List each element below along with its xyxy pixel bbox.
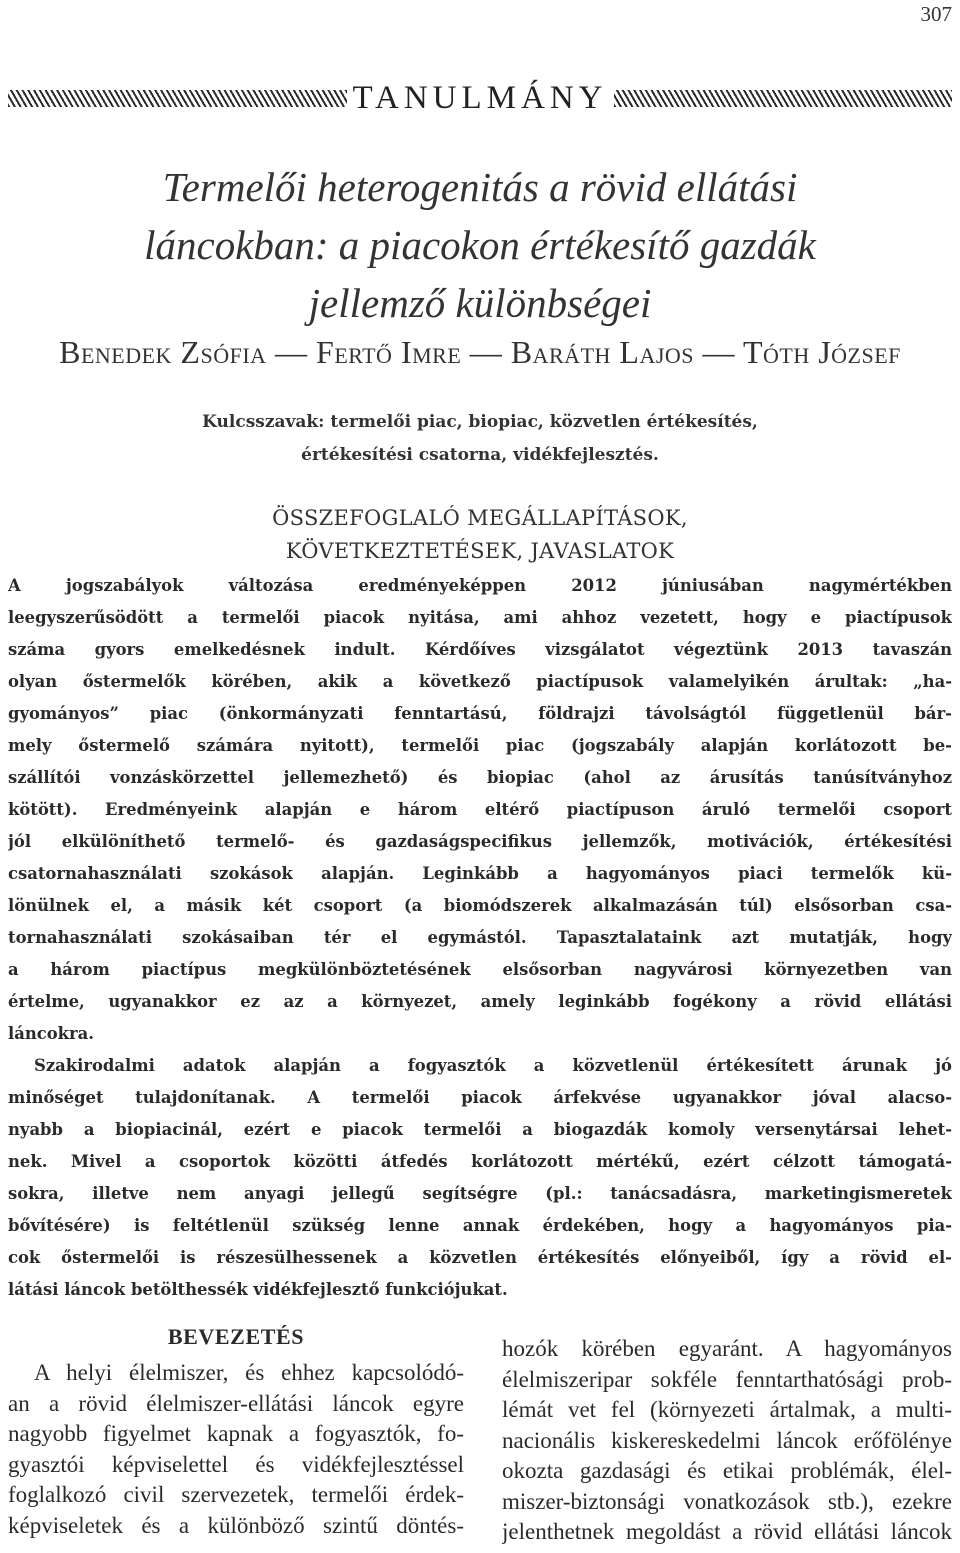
intro-heading: BEVEZETÉS — [167, 1324, 305, 1349]
summary-line: sokra, illetve nem anyagi jellegű segítségre (pl.: tanácsadásra, marketingismeretek — [8, 1184, 952, 1203]
right-column — [502, 1334, 952, 1548]
hatch-decoration-left — [8, 90, 347, 107]
summary-line: minőséget tulajdonítanak. A termelői piacok árfekvése ugyanakkor jóval alacso- — [8, 1088, 952, 1107]
summary-line: olyan őstermelők körében, akik a következő piactípusok valamelyikén árultak: „ha- — [8, 672, 952, 691]
page-number: 307 — [920, 2, 952, 26]
body-line: A helyi élelmiszer, és ehhez kapcsolódó- — [34, 1360, 464, 1385]
hatch-decoration-right — [614, 90, 953, 107]
summary-line: jól elkülöníthető termelő- és gazdaságspecifikus jellemzők, motivációk, értékesítési — [8, 832, 952, 851]
body-line: jelenthetnek megoldást a rövid ellátási láncok — [502, 1519, 952, 1544]
title-line: láncokban: a piacokon értékesítő gazdák — [144, 222, 816, 268]
summary-line: cok őstermelői is részesülhessenek a közvetlen értékesítés előnyeiből, így a rövid el- — [8, 1248, 952, 1267]
summary-heading-line: KÖVETKEZTETÉSEK, JAVASLATOK — [285, 539, 675, 563]
keywords-line: értékesítési csatorna, vidékfejlesztés. — [301, 445, 659, 465]
left-column — [8, 1322, 464, 1541]
summary-line: nyabb a biopiacinál, ezért e piacok termelői a biogazdák komoly versenytársai lehet- — [8, 1120, 952, 1139]
summary-line: A jogszabályok változása eredményeképpen 2012 júniusában nagymértékben — [8, 576, 952, 595]
body-line: nacionális kiskereskedelmi láncok erőfölénye — [502, 1427, 952, 1453]
summary-line: bővítésére) is feltétlenül szükség lenne annak érdekében, hogy a hagyományos pia- — [8, 1216, 952, 1235]
authors: Benedek Zsófia — Fertő Imre — Baráth Lajos — Tóth József — [59, 334, 901, 370]
keywords-line: Kulcsszavak: termelői piac, biopiac, közvetlen értékesítés, — [202, 412, 758, 432]
article-title — [40, 158, 920, 332]
body-line: lémát vet fel (környezeti ártalmak, a multi- — [502, 1397, 952, 1422]
summary-line: gyományos” piac (önkormányzati fenntartású, földrajzi távolságtól függetlenül bár- — [8, 704, 952, 723]
summary-line: értelme, ugyanakkor ez az a környezet, amely leginkább fogékony a rövid ellátási — [8, 992, 952, 1011]
keywords — [80, 406, 880, 472]
summary-heading — [60, 502, 900, 568]
summary-heading-line: ÖSSZEFOGLALÓ MEGÁLLAPÍTÁSOK, — [272, 506, 688, 530]
body-line: gyasztói képviselettel és vidékfejlesztéssel — [8, 1451, 464, 1477]
title-line: jellemző különbségei — [308, 280, 652, 326]
section-band — [8, 80, 952, 116]
summary-line: kötött). Eredményeink alapján e három eltérő piactípuson áruló termelői csoport — [8, 800, 952, 819]
summary-line: mely őstermelő számára nyitott), termelői piac (jogszabály alapján korlátozott be- — [8, 736, 952, 755]
summary-line: látási láncok betölthessék vidékfejlesztő funkciójukat. — [8, 1280, 508, 1299]
summary-line: a három piactípus megkülönböztetésének elsősorban nagyvárosi környezetben van — [8, 960, 952, 979]
summary-line: nek. Mivel a csoportok közötti átfedés korlátozott mértékű, ezért célzott támogatá- — [8, 1152, 952, 1171]
body-line: okozta gazdasági és etikai problémák, élel- — [502, 1458, 952, 1483]
body-line: képviseletek és a különböző szintű döntés- — [8, 1512, 464, 1538]
body-line: an a rövid élelmiszer-ellátási láncok egyre — [8, 1390, 464, 1416]
body-line: nagyobb figyelmet kapnak a fogyasztók, fo- — [8, 1421, 464, 1446]
summary-line: lönülnek el, a másik két csoport (a biomódszerek alkalmazásán túl) elsősorban csa- — [8, 896, 952, 915]
body-line: foglalkozó civil szervezetek, termelői érdek- — [8, 1482, 464, 1507]
section-label: TANULMÁNY — [352, 79, 608, 116]
summary-line: leegyszerűsödött a termelői piacok nyitása, ami ahhoz vezetett, hogy e piactípusok — [8, 608, 952, 627]
body-line: élelmiszeripar sokféle fenntarthatósági prob- — [502, 1366, 952, 1392]
summary-line: tornahasználati szokásaiban tér el egymástól. Tapasztalataink azt mutatják, hogy — [8, 928, 952, 947]
title-line: Termelői heterogenitás a rövid ellátási — [162, 164, 798, 210]
summary-text — [8, 570, 952, 1306]
summary-line: száma gyors emelkedésnek indult. Kérdőíves vizsgálatot végeztünk 2013 tavaszán — [8, 640, 952, 659]
summary-line: szállítói vonzáskörzettel jellemezhető) és biopiac (ahol az árusítás tanúsítványhoz — [8, 768, 952, 787]
summary-line: láncokra. — [8, 1024, 94, 1043]
body-line: hozók körében egyaránt. A hagyományos — [502, 1336, 952, 1361]
summary-line: csatornahasználati szokások alapján. Leginkább a hagyományos piaci termelők kü- — [8, 864, 952, 883]
body-line: miszer-biztonsági vonatkozások stb.), ezekre — [502, 1488, 952, 1514]
summary-line: Szakirodalmi adatok alapján a fogyasztók a közvetlenül értékesített árunak jó — [34, 1056, 952, 1075]
